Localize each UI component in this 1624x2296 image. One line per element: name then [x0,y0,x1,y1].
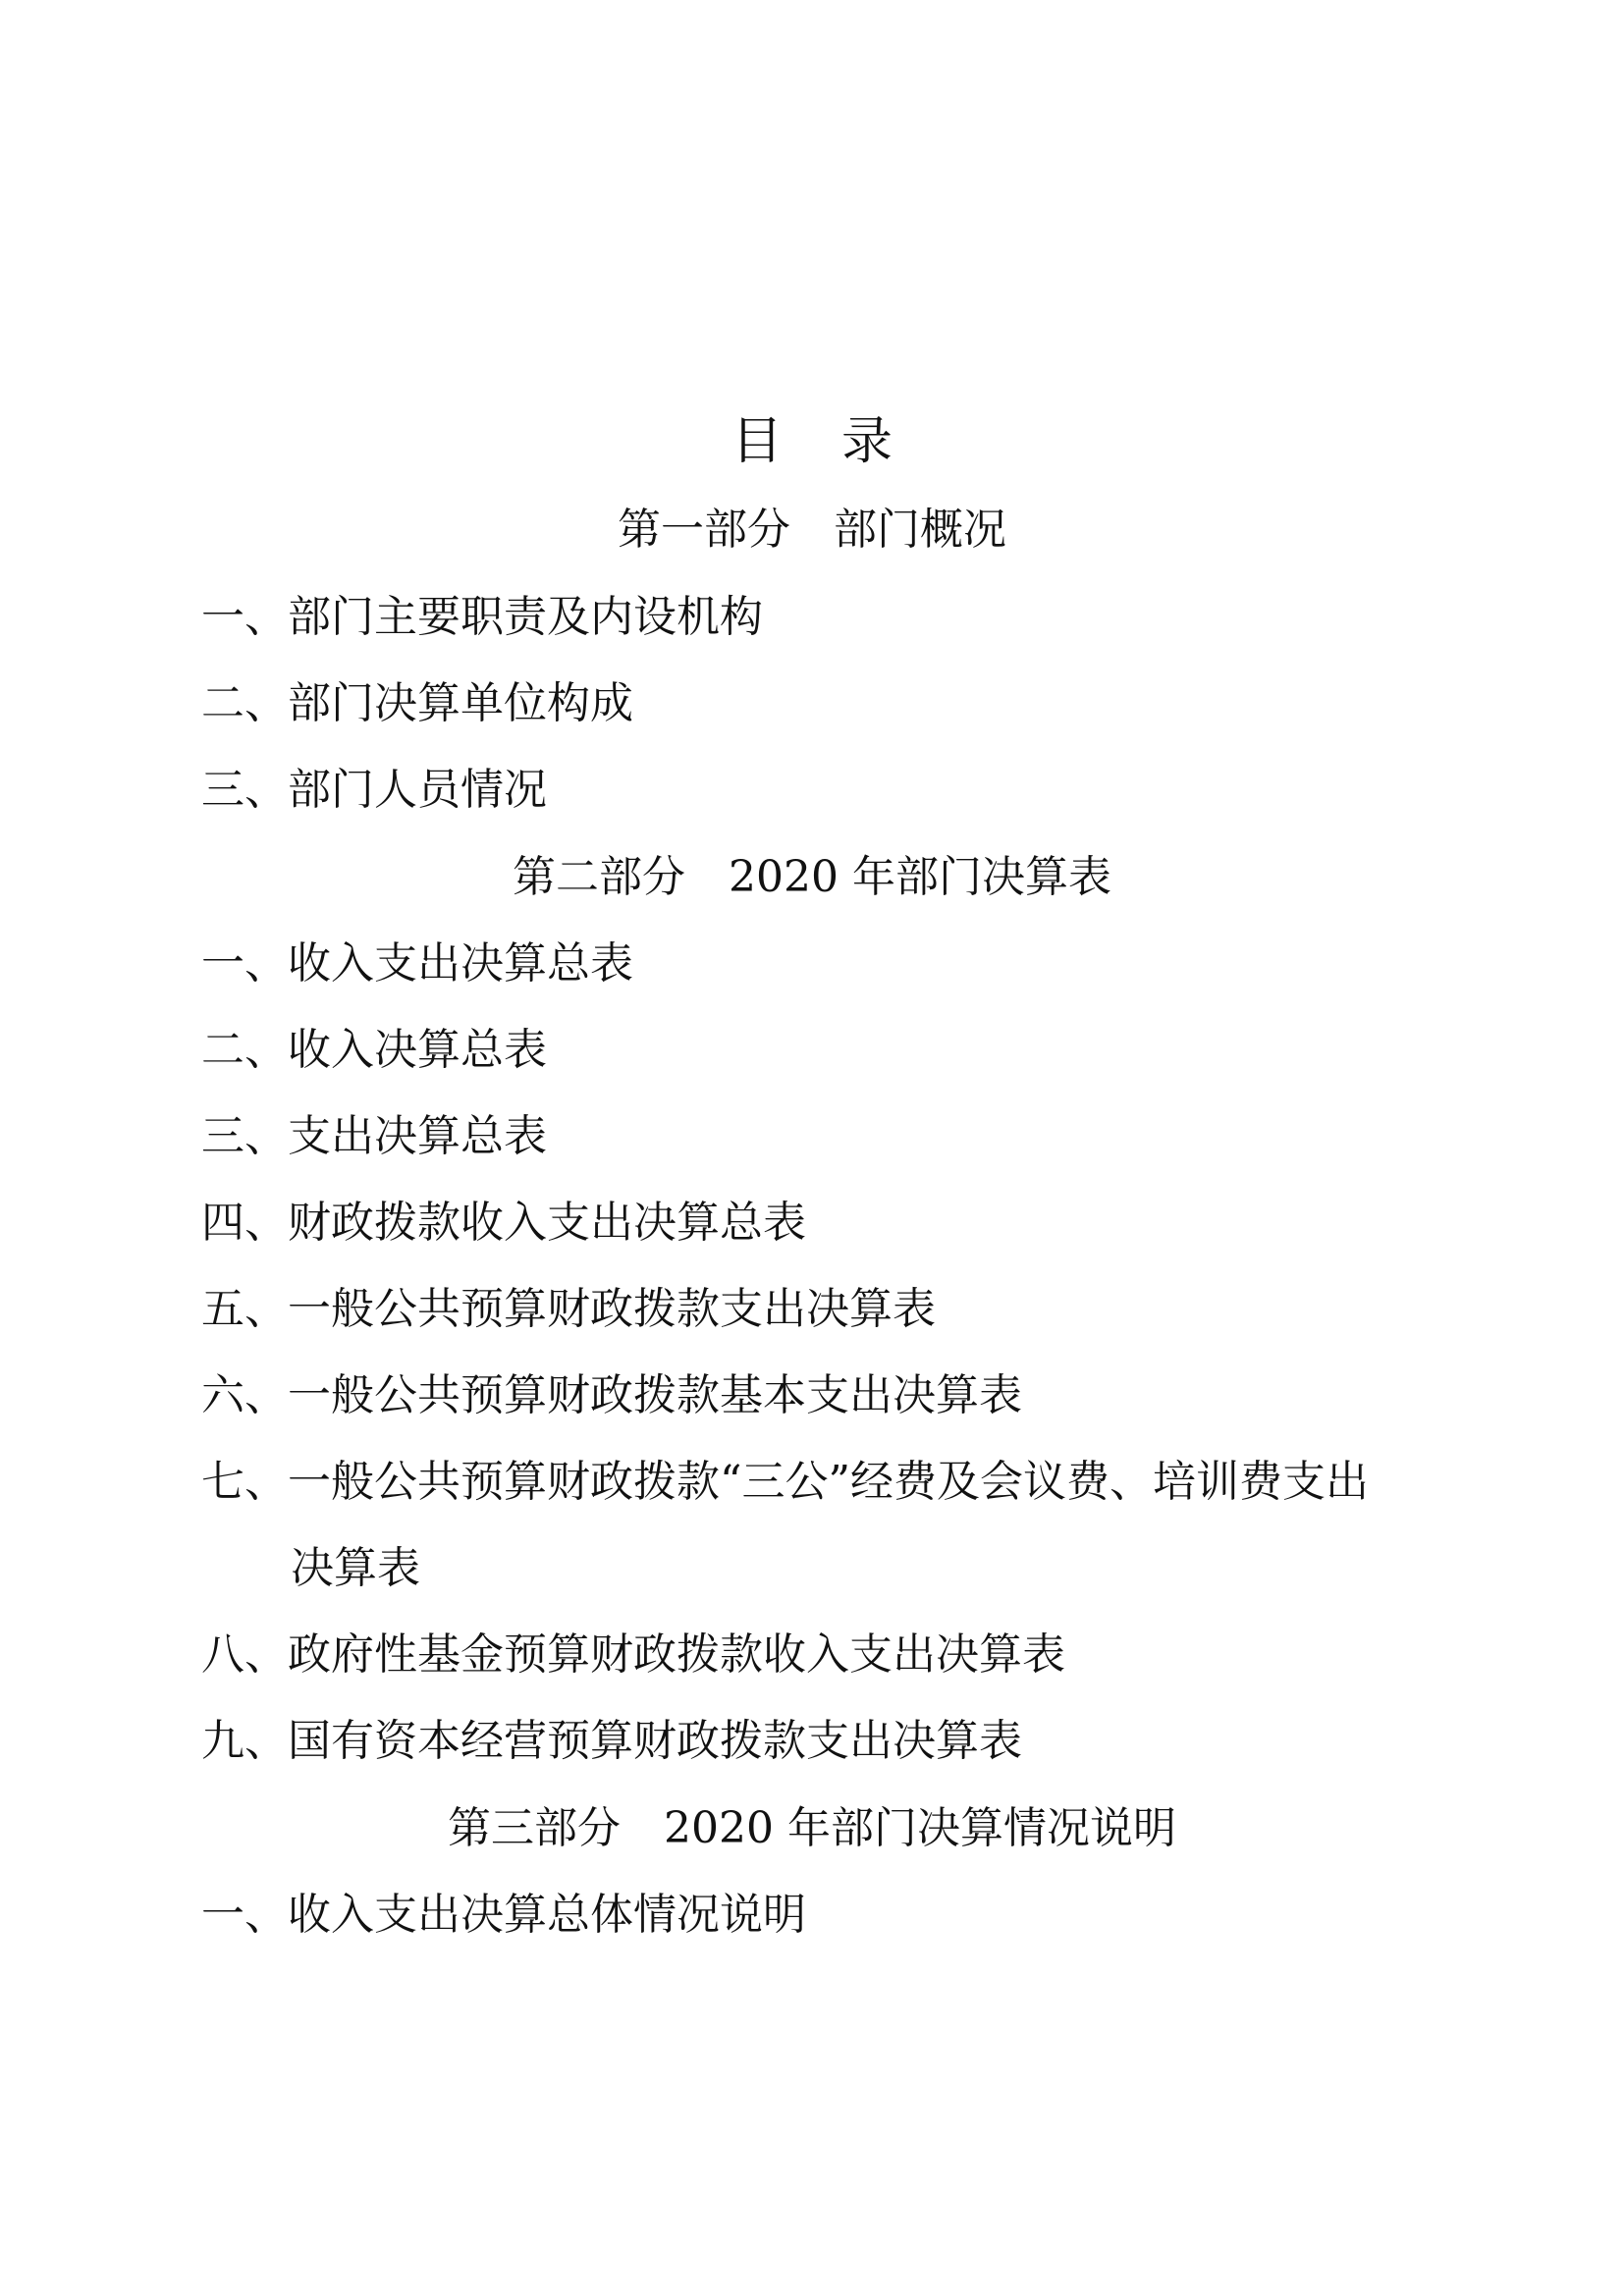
part-name: 部门概况 [834,505,1006,555]
toc-item[interactable]: 二、收入决算总表 [201,1025,547,1075]
toc-item[interactable]: 八、政府性基金预算财政拨款收入支出决算表 [201,1629,1065,1680]
part-heading-3 [0,1799,1624,1858]
toc-title-left: 目 [731,412,783,471]
toc-title-right: 录 [841,412,893,471]
part-name: 2020 年部门决算情况说明 [664,1803,1176,1853]
part-name: 2020 年部门决算表 [729,852,1111,902]
part-label: 第一部分 [618,505,790,555]
part-label: 第三部分 [448,1803,622,1853]
toc-item[interactable]: 三、支出决算总表 [201,1111,547,1161]
toc-item[interactable]: 四、财政拨款收入支出决算总表 [201,1198,806,1248]
toc-item[interactable]: 一、收入支出决算总表 [201,938,633,988]
toc-item[interactable]: 九、国有资本经营预算财政拨款支出决算表 [201,1716,1022,1766]
toc-item-continuation[interactable]: 决算表 [291,1543,420,1593]
toc-item[interactable]: 六、一般公共预算财政拨款基本支出决算表 [201,1370,1022,1420]
toc-item[interactable]: 五、一般公共预算财政拨款支出决算表 [201,1284,936,1334]
part-heading-2 [0,848,1624,907]
toc-item[interactable]: 三、部门人员情况 [201,765,547,815]
toc-item[interactable]: 一、收入支出决算总体情况说明 [201,1890,806,1940]
toc-item[interactable]: 二、部门决算单位构成 [201,678,633,728]
toc-item[interactable]: 一、部门主要职责及内设机构 [201,592,763,642]
part-heading-1 [0,501,1624,560]
toc-title [0,407,1624,476]
toc-item[interactable]: 七、一般公共预算财政拨款“三公”经费及会议费、培训费支出 [201,1457,1369,1507]
part-label: 第二部分 [513,852,686,902]
